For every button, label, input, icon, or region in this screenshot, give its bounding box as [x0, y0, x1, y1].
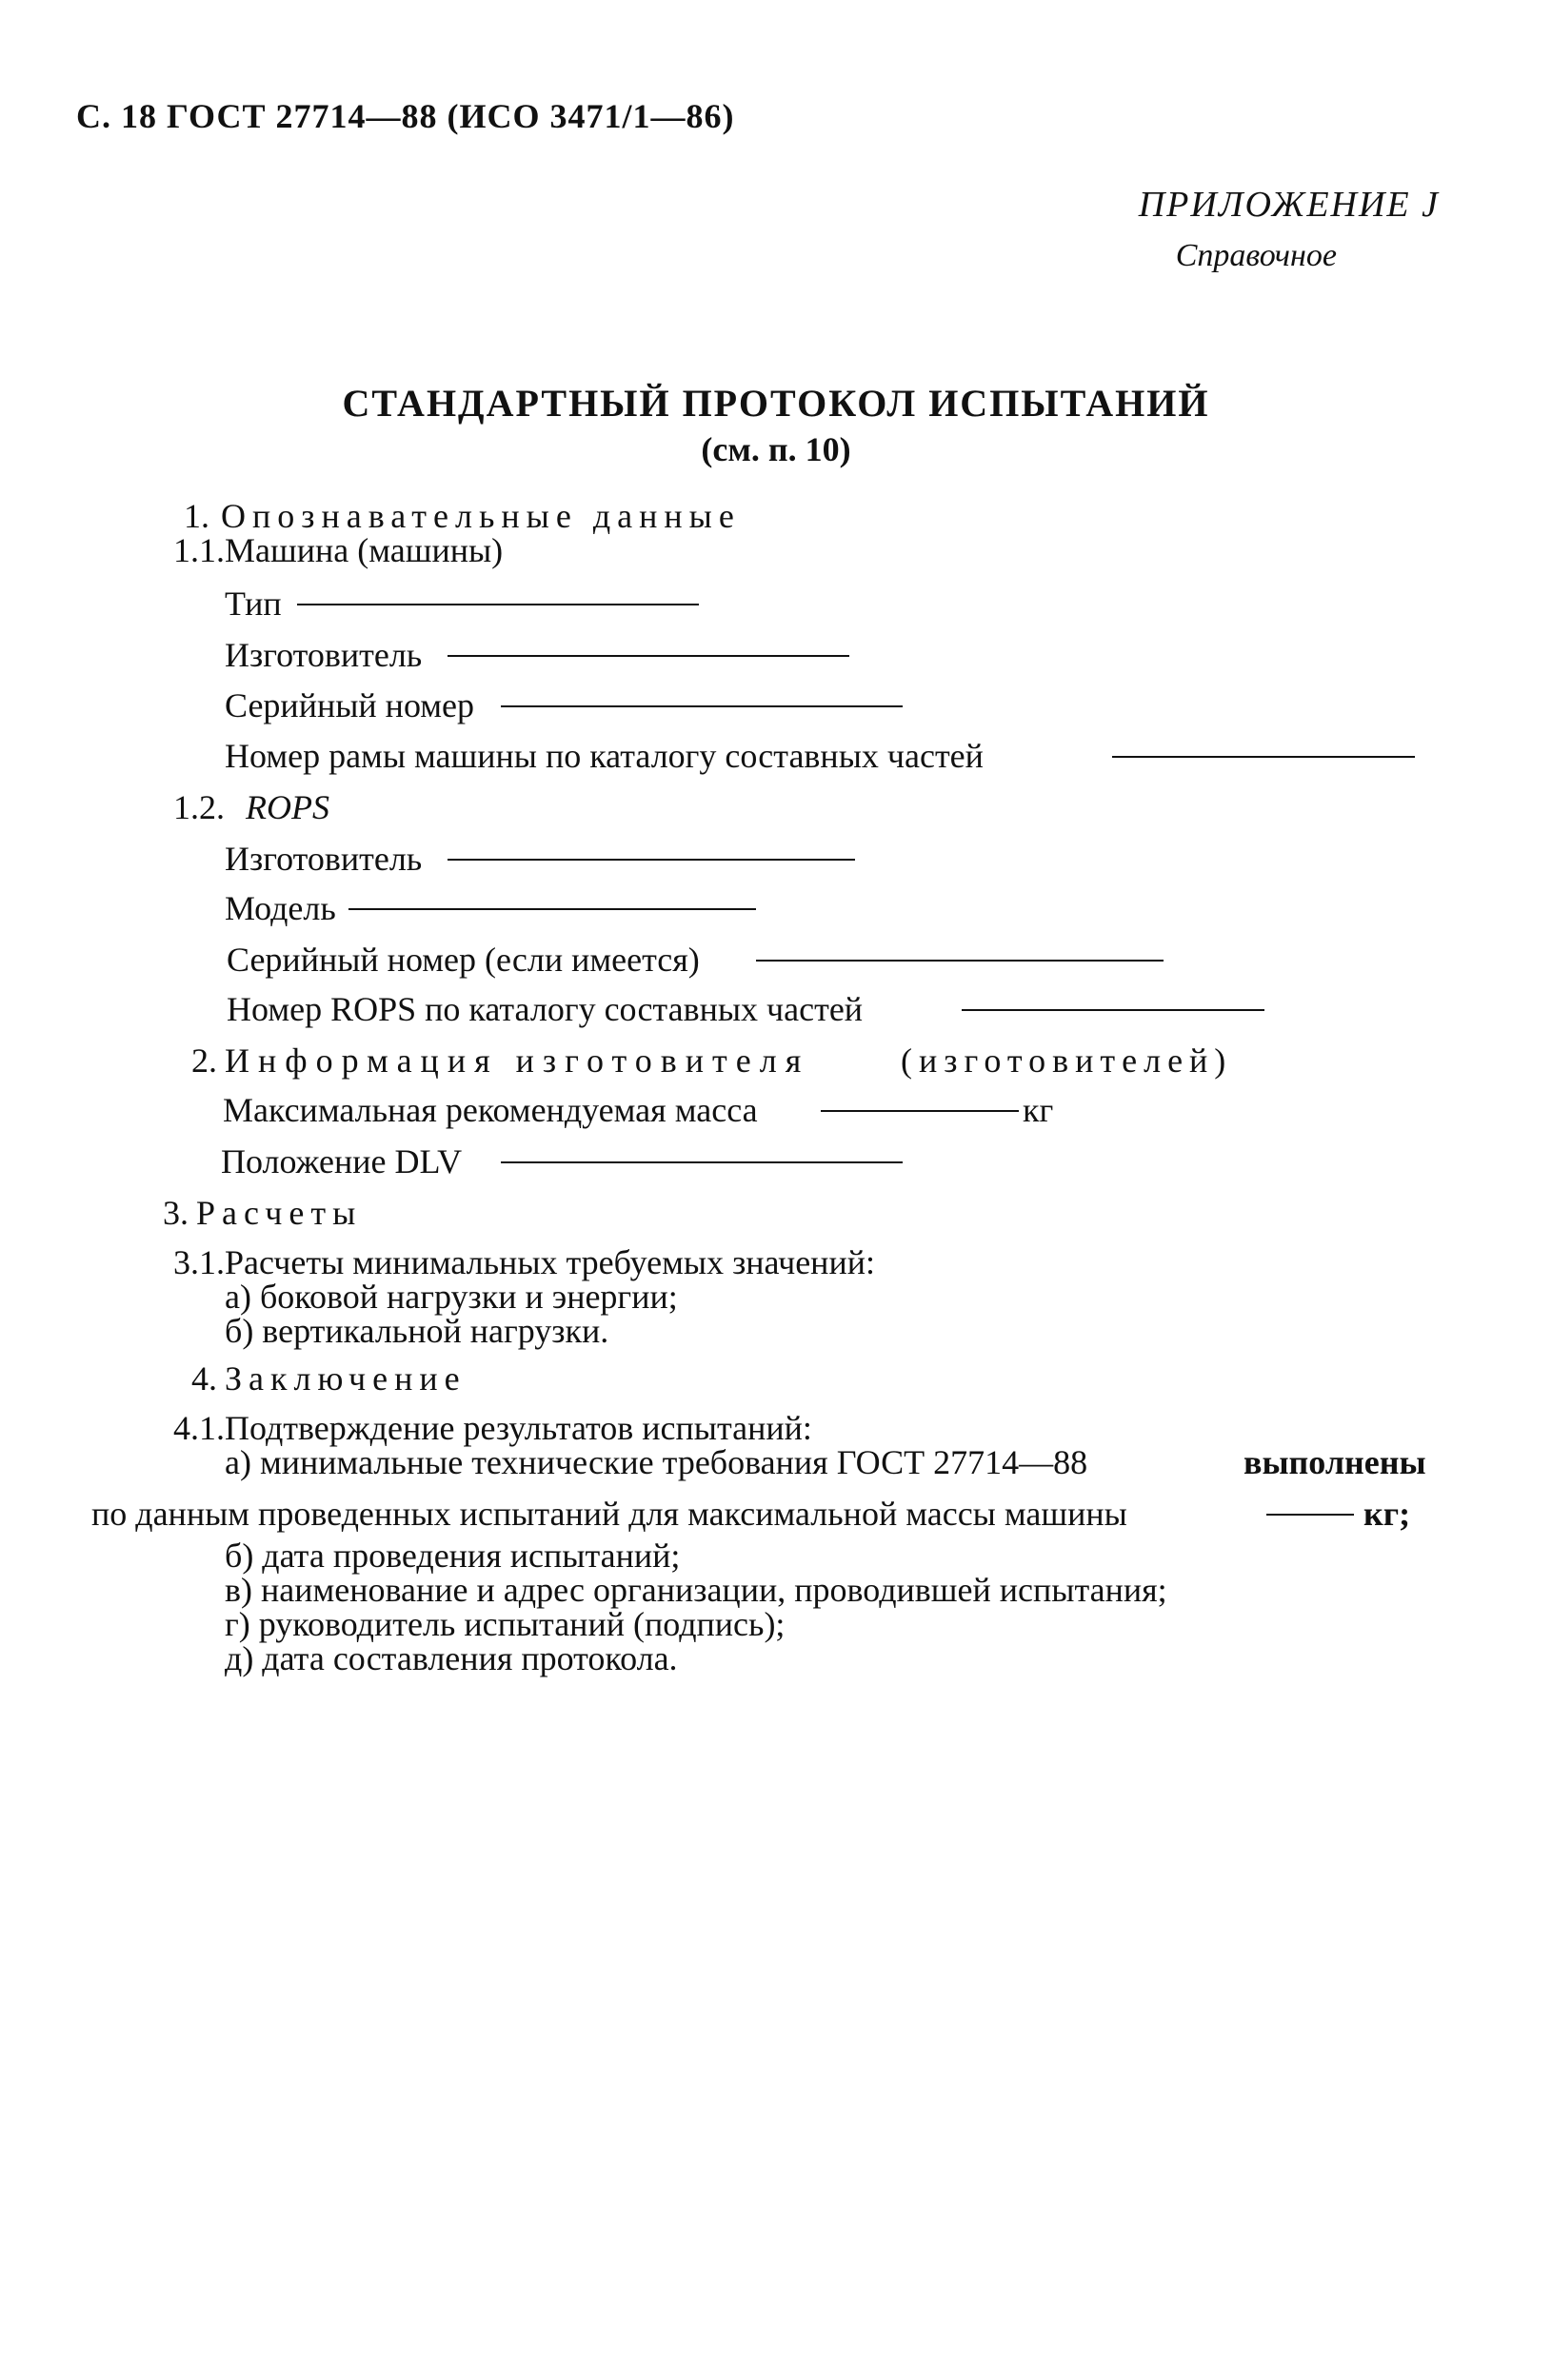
appendix-label: ПРИЛОЖЕНИЕ J [1138, 185, 1440, 225]
section-1-1-heading: Машина (машины) [225, 531, 504, 569]
section-4-1-number: 4.1. [173, 1409, 225, 1447]
rops-label-model: Модель [225, 889, 336, 927]
section-1-1-number: 1.1. [173, 531, 225, 569]
field-label-serial: Серийный номер [225, 686, 475, 724]
section-1-number: 1. [184, 497, 209, 535]
document-subtitle: (см. п. 10) [701, 430, 851, 468]
section-1-heading: Опознавательные данные [221, 497, 741, 535]
section-3-1-number: 3.1. [173, 1243, 225, 1281]
conclusion-item-a-unit: кг; [1363, 1495, 1411, 1533]
conclusion-item-e: д) дата составления протокола. [225, 1639, 678, 1677]
document-title: СТАНДАРТНЫЙ ПРОТОКОЛ ИСПЫТАНИЙ [342, 382, 1210, 425]
rops-line-serial [756, 960, 1164, 962]
field-line-manufacturer [448, 655, 849, 657]
section-3-number: 3. [163, 1194, 189, 1232]
rops-label-serial: Серийный номер (если имеется) [227, 941, 700, 979]
section-1-2-heading: ROPS [246, 788, 329, 826]
field-label-manufacturer: Изготовитель [225, 636, 423, 674]
dlv-line [501, 1161, 903, 1163]
rops-line-manufacturer [448, 859, 855, 861]
mass-line [821, 1110, 1019, 1112]
section-1-2-number: 1.2. [173, 788, 225, 826]
mass-result-line [1266, 1514, 1354, 1516]
mass-label: Максимальная рекомендуемая масса [223, 1091, 758, 1129]
rops-label-catalog: Номер ROPS по каталогу составных частей [227, 990, 864, 1028]
field-line-type [297, 604, 699, 605]
conclusion-item-a-result: выполнены [1244, 1443, 1426, 1481]
section-2-heading: Информация изготовителя [225, 1041, 810, 1080]
mass-unit: кг [1023, 1091, 1054, 1129]
field-line-frame-number [1112, 756, 1415, 758]
calc-item-a: а) боковой нагрузки и энергии; [225, 1278, 678, 1316]
conclusion-item-c: в) наименование и адрес организации, проводившей испытания; [225, 1571, 1167, 1609]
conclusion-item-a: а) минимальные технические требования ГОСТ 27714—88 [225, 1443, 1088, 1481]
field-label-type: Тип [225, 585, 282, 623]
section-3-heading: Расчеты [196, 1194, 363, 1232]
rops-label-manufacturer: Изготовитель [225, 840, 423, 878]
section-4-heading: Заключение [225, 1359, 467, 1398]
field-label-frame-number: Номер рамы машины по каталогу составных частей [225, 737, 984, 775]
calc-item-b: б) вертикальной нагрузки. [225, 1312, 609, 1350]
field-line-serial [501, 705, 903, 707]
section-3-1-text: Расчеты минимальных требуемых значений: [225, 1243, 875, 1281]
rops-line-catalog [962, 1009, 1264, 1011]
conclusion-item-a-cont: по данным проведенных испытаний для максимальной массы машины [91, 1495, 1127, 1533]
section-2-heading-paren: (изготовителей) [901, 1041, 1233, 1080]
section-2-number: 2. [191, 1041, 217, 1080]
conclusion-item-b: б) дата проведения испытаний; [225, 1537, 681, 1575]
conclusion-item-d: г) руководитель испытаний (подпись); [225, 1605, 786, 1643]
running-head: С. 18 ГОСТ 27714—88 (ИСО 3471/1—86) [76, 97, 735, 135]
section-4-number: 4. [191, 1359, 217, 1398]
rops-line-model [348, 908, 756, 910]
dlv-label: Положение DLV [221, 1142, 463, 1180]
appendix-type: Справочное [1175, 238, 1337, 273]
section-4-1-text: Подтверждение результатов испытаний: [225, 1409, 812, 1447]
